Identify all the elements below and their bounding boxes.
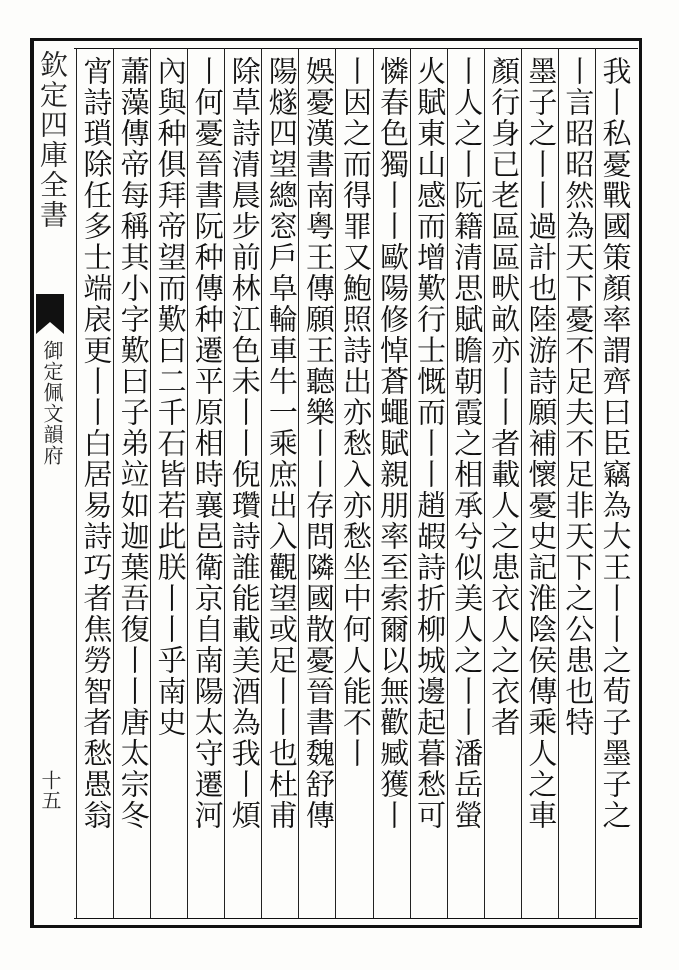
text-column: 宵詩瑣除任多士端扆更丨丨白居易詩巧者焦勞智者愁愚翁	[79, 56, 114, 831]
text-column: 丨言昭昭然為天下憂不足夫不足非天下之公患也特	[561, 56, 596, 738]
text-column: 丨因之而得罪又鮑照詩出亦愁入亦愁坐中何人能不丨	[339, 56, 373, 769]
text-column: 娛憂漢書南粤王傳願王聽樂丨丨存問隣國散憂晉書魏舒傳	[301, 56, 336, 831]
text-column: 蕭藻傳帝每稱其小字歎曰子弟竝如迦葉吾復丨丨唐太宗冬	[116, 56, 151, 831]
book-subtitle: 御定佩文韻府	[40, 340, 64, 466]
top-rule	[74, 48, 638, 49]
text-column: 我丨私憂戰國策顏率謂齊曰臣竊為大王丨丨之荀子墨子之	[598, 56, 633, 831]
text-column: 除草詩清晨步前林江色未丨丨倪瓚詩誰能載美酒為我丨煩	[227, 56, 262, 831]
text-column: 丨人之丨阮籍清思賦瞻朝霞之相承兮似美人之丨丨潘岳螢	[450, 56, 485, 831]
page-number: 十五	[38, 770, 62, 810]
text-column: 內與种俱拜帝望而歎曰二千石皆若此朕丨丨乎南史	[153, 56, 188, 738]
bottom-rule	[74, 918, 638, 919]
text-column: 陽燧四望總窓戶阜輪車牛一乘庶出入觀望或足丨丨也杜甫	[264, 56, 299, 831]
text-column: 丨何憂晉書阮种傳种遷平原相時襄邑衛京自南陽太守遷河	[190, 56, 225, 831]
text-column: 顏行身已老區區畎畝亦丨丨者載人之患衣人之衣者	[487, 56, 522, 738]
text-column: 憐春色獨丨丨歐陽修悼蒼蠅賦親朋率至索爾以無歡臧獲丨	[376, 56, 411, 831]
text-column: 墨子之丨丨過計也陸游詩願補懷憂史記淮陰侯傳乘人之車	[524, 56, 559, 831]
book-title: 欽定四庫全書	[36, 50, 69, 230]
text-column: 火賦東山感而增歎行士慨而丨丨趙嘏詩折柳城邊起暮愁可	[413, 56, 448, 831]
